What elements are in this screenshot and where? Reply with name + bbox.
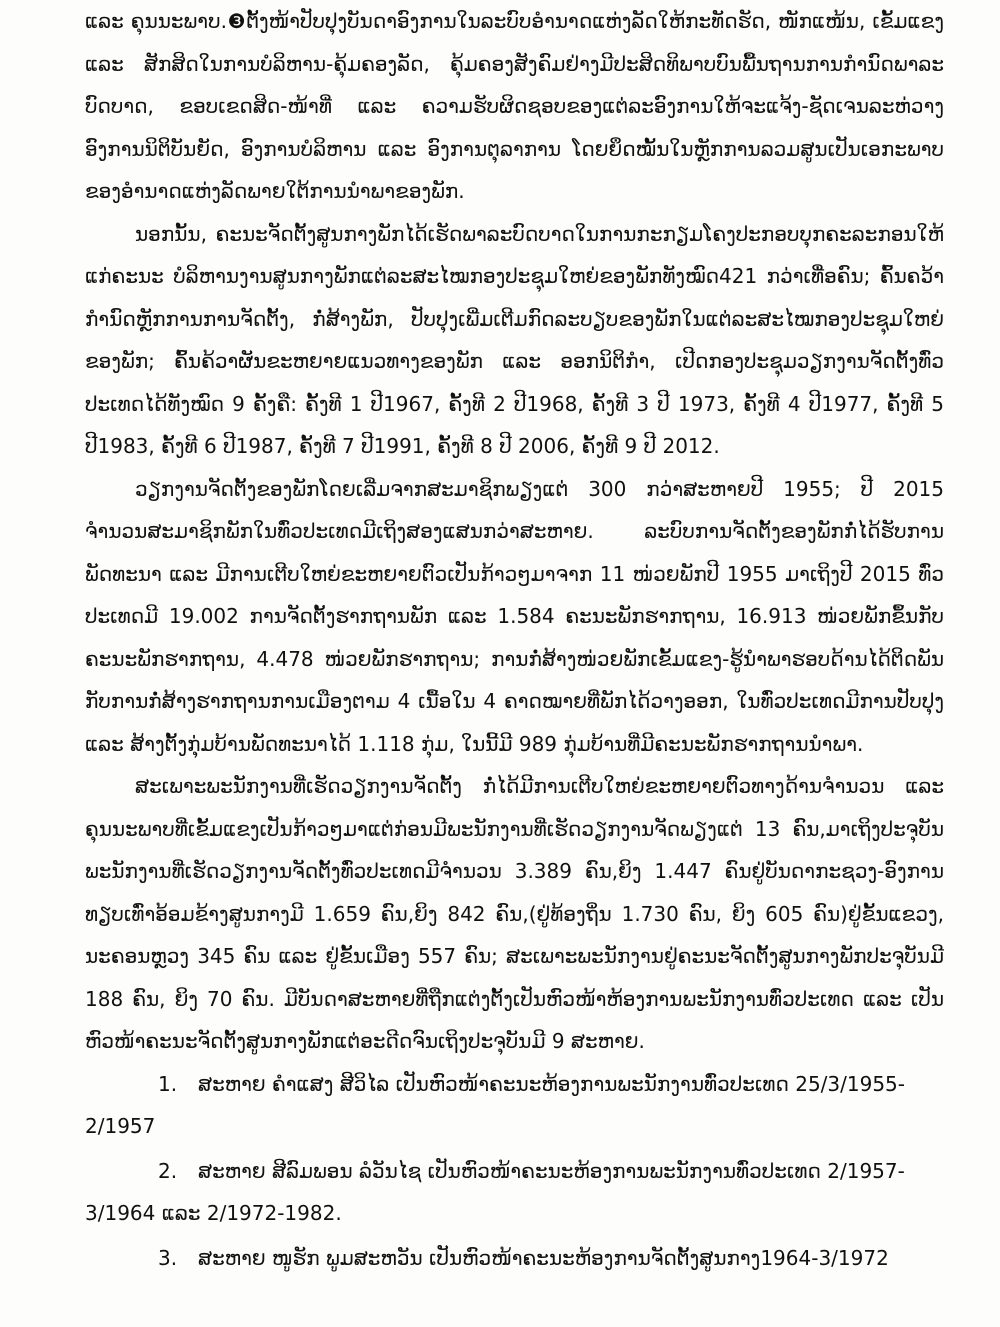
list-item-text: ສະຫາຍ ສີລົມພອນ ລໍວັນໄຊ ເປັນຫົວໜ້າຄະນະຫ້ອງການພະນັກງານທົ່ວປະເທດ 2/1957-3/1964 ແລະ 2/1972-1982. (85, 1158, 905, 1225)
list-item-text: ສະຫາຍ ຄຳແສງ ສີວິໄລ ເປັນຫົວໜ້າຄະນະຫ້ອງການພະນັກງານທົ່ວປະເທດ 25/3/1955-2/1957 (85, 1071, 906, 1138)
paragraph-continuation: ແລະ ຄຸນນະພາບ.❸ຕັ້ງໜ້າປັບປຸງບັນດາອົງການໃນລະບົບອຳນາດແຫ່ງລັດໃຫ້ກະທັດຮັດ, ໜັກແໜ້ນ, ເຂັ້ມແຂງ ແລະ ສັກສິດໃນການບໍລິຫານ-ຄຸ້ມຄອງລັດ, ຄຸ້ມຄອງສັງຄົມຢ່າງມີປະສິດທິພາບບົນພື້ນຖານການກຳນົດພາລະບົດບາດ, ຂອບເຂດສິດ-ໜ້າທີ່ ແລະ ຄວາມຮັບຜິດຊອບຂອງແຕ່ລະອົງການໃຫ້ຈະແຈ້ງ-ຊັດເຈນລະຫ່ວາງອົງການນິຕິບັນຍັດ, ອົງການບໍລິຫານ ແລະ ອົງການຕຸລາການ ໂດຍຍຶດໝັ້ນໃນຫຼັກການລວມສູນເປັນເອກະພາບຂອງອຳນາດແຫ່ງລັດພາຍໃຕ້ການນຳພາຂອງພັກ. (85, 9, 944, 203)
list-item (85, 1063, 944, 1148)
list-item (85, 1237, 944, 1280)
list-item-number: 3. (158, 1245, 178, 1270)
list-item-number: 1. (158, 1071, 178, 1096)
list-item-text: ສະຫາຍ ໜູຮັກ ພູມສະຫວັນ ເປັນຫົວໜ້າຄະນະຫ້ອງການຈັດຕັ້ງສູນກາງ1964-3/1972 (198, 1245, 889, 1270)
paragraph-party-growth: ວຽກງານຈັດຕັ້ງຂອງພັກໂດຍເລີ່ມຈາກສະມາຊິກພຽງແຕ່ 300 ກວ່າສະຫາຍປີ 1955; ປີ 2015 ຈຳນວນສະມາຊິກພັກໃນທົ່ວປະເທດມີເຖິງສອງແສນກວ່າສະຫາຍ. ລະບົບການຈັດຕັ້ງຂອງພັກກໍ່ໄດ້ຮັບການພັດທະນາ ແລະ ມີການເຕີບໃຫຍ່ຂະຫຍາຍຕົວເປັນກ້າວໆມາຈາກ 11 ໜ່ວຍພັກປີ 1955 ມາເຖິງປີ 2015 ທົ່ວປະເທດມີ 19.002 ການຈັດຕັ້ງຮາກຖານພັກ ແລະ 1.584 ຄະນະພັກຮາກຖານ, 16.913 ໜ່ວຍພັກຂຶ້ນກັບຄະນະພັກຮາກຖານ, 4.478 ໜ່ວຍພັກຮາກຖານ; ການກໍ່ສ້າງໜ່ວຍພັກເຂັ້ມແຂງ-ຮູ້ນຳພາຮອບດ້ານໄດ້ຕິດພັນກັບການກໍ່ສ້າງຮາກຖານການເມືອງຕາມ 4 ເນື້ອໃນ 4 ຄາດໝາຍທີ່ພັກໄດ້ວາງອອກ, ໃນທົ່ວປະເທດມີການປັບປຸງ ແລະ ສ້າງຕັ້ງກຸ່ມບ້ານພັດທະນາໄດ້ 1.118 ກຸ່ມ, ໃນນີ້ມີ 989 ກຸ່ມບ້ານທີ່ມີຄະນະພັກຮາກຖານນຳພາ. (85, 476, 944, 756)
paragraph-staff-statistics: ສະເພາະພະນັກງານທີ່ເຮັດວຽກງານຈັດຕັ້ງ ກໍ່ໄດ້ມີການເຕີບໃຫຍ່ຂະຫຍາຍຕົວທາງດ້ານຈຳນວນ ແລະ ຄຸນນະພາບທີ່ເຂັ້ມແຂງເປັນກ້າວໆມາແຕ່ກ່ອນມີພະນັກງານທີ່ເຮັດວຽກງານຈັດພຽງແຕ່ 13 ຄົນ,ມາເຖິງປະຈຸບັນພະນັກງານທີ່ເຮັດວຽກງານຈັດຕັ້ງທົ່ວປະເທດມີຈຳນວນ 3.389 ຄົນ,ຍິງ 1.447 ຄົນຢູ່ບັນດາກະຊວງ-ອົງການທຽບເທົ່າອ້ອມຂ້າງສູນກາງມີ 1.659 ຄົນ,ຍິງ 842 ຄົນ,(ຢູ່ທ້ອງຖິ່ນ 1.730 ຄົນ, ຍິງ 605 ຄົນ)ຢູ່ຂັ້ນແຂວງ, ນະຄອນຫຼວງ 345 ຄົນ ແລະ ຢູ່ຂັ້ນເມືອງ 557 ຄົນ; ສະເພາະພະນັກງານຢູ່ຄະນະຈັດຕັ້ງສູນກາງພັກປະຈຸບັນມີ 188 ຄົນ, ຍິງ 70 ຄົນ. ມີບັນດາສະຫາຍທີ່ຖືກແຕ່ງຕັ້ງເປັນຫົວໜ້າຫ້ອງການພະນັກງານທົ່ວປະເທດ ແລະ ເປັນຫົວໜ້າຄະນະຈັດຕັ້ງສູນກາງພັກແຕ່ອະດີດຈົນເຖິງປະຈຸບັນມີ 9 ສະຫາຍ. (85, 774, 944, 1053)
list-item-number: 2. (158, 1158, 178, 1183)
list-item (85, 1150, 944, 1235)
paragraph-committee-role: ນອກນັ້ນ, ຄະນະຈັດຕັ້ງສູນກາງພັກໄດ້ເຮັດພາລະບົດບາດໃນການກະກຽມໂຄງປະກອບບຸກຄະລະກອນໃຫ້ແກ່ຄະນະ ບໍລິຫານງານສູນກາງພັກແຕ່ລະສະໄໝກອງປະຊຸມໃຫຍ່ຂອງພັກທັງໝົດ421 ກວ່າເທື່ອຄົນ; ຄົ້ນຄວ້າກຳນົດຫຼັກການການຈັດຕັ້ງ, ກໍ່ສ້າງພັກ, ປັບປຸງເພີ່ມເຕີມກົດລະບຽບຂອງພັກໃນແຕ່ລະສະໄໝກອງປະຊຸມໃຫຍ່ຂອງພັກ; ຄົ້ນຄ້ວາຜັນຂະຫຍາຍແນວທາງຂອງພັກ ແລະ ອອກນິຕິກຳ, ເປີດກອງປະຊຸມວຽກງານຈັດຕັ້ງທົ່ວປະເທດໄດ້ທັງໝົດ 9 ຄັ້ງຄື: ຄັ້ງທີ 1 ປີ1967, ຄັ້ງທີ 2 ປີ1968, ຄັ້ງທີ 3 ປີ 1973, ຄັ້ງທີ 4 ປີ1977, ຄັ້ງທີ 5 ປີ1983, ຄັ້ງທີ 6 ປີ1987, ຄັ້ງທີ 7 ປີ1991, ຄັ້ງທີ 8 ປີ 2006, ຄັ້ງທີ 9 ປີ 2012. (85, 221, 944, 458)
